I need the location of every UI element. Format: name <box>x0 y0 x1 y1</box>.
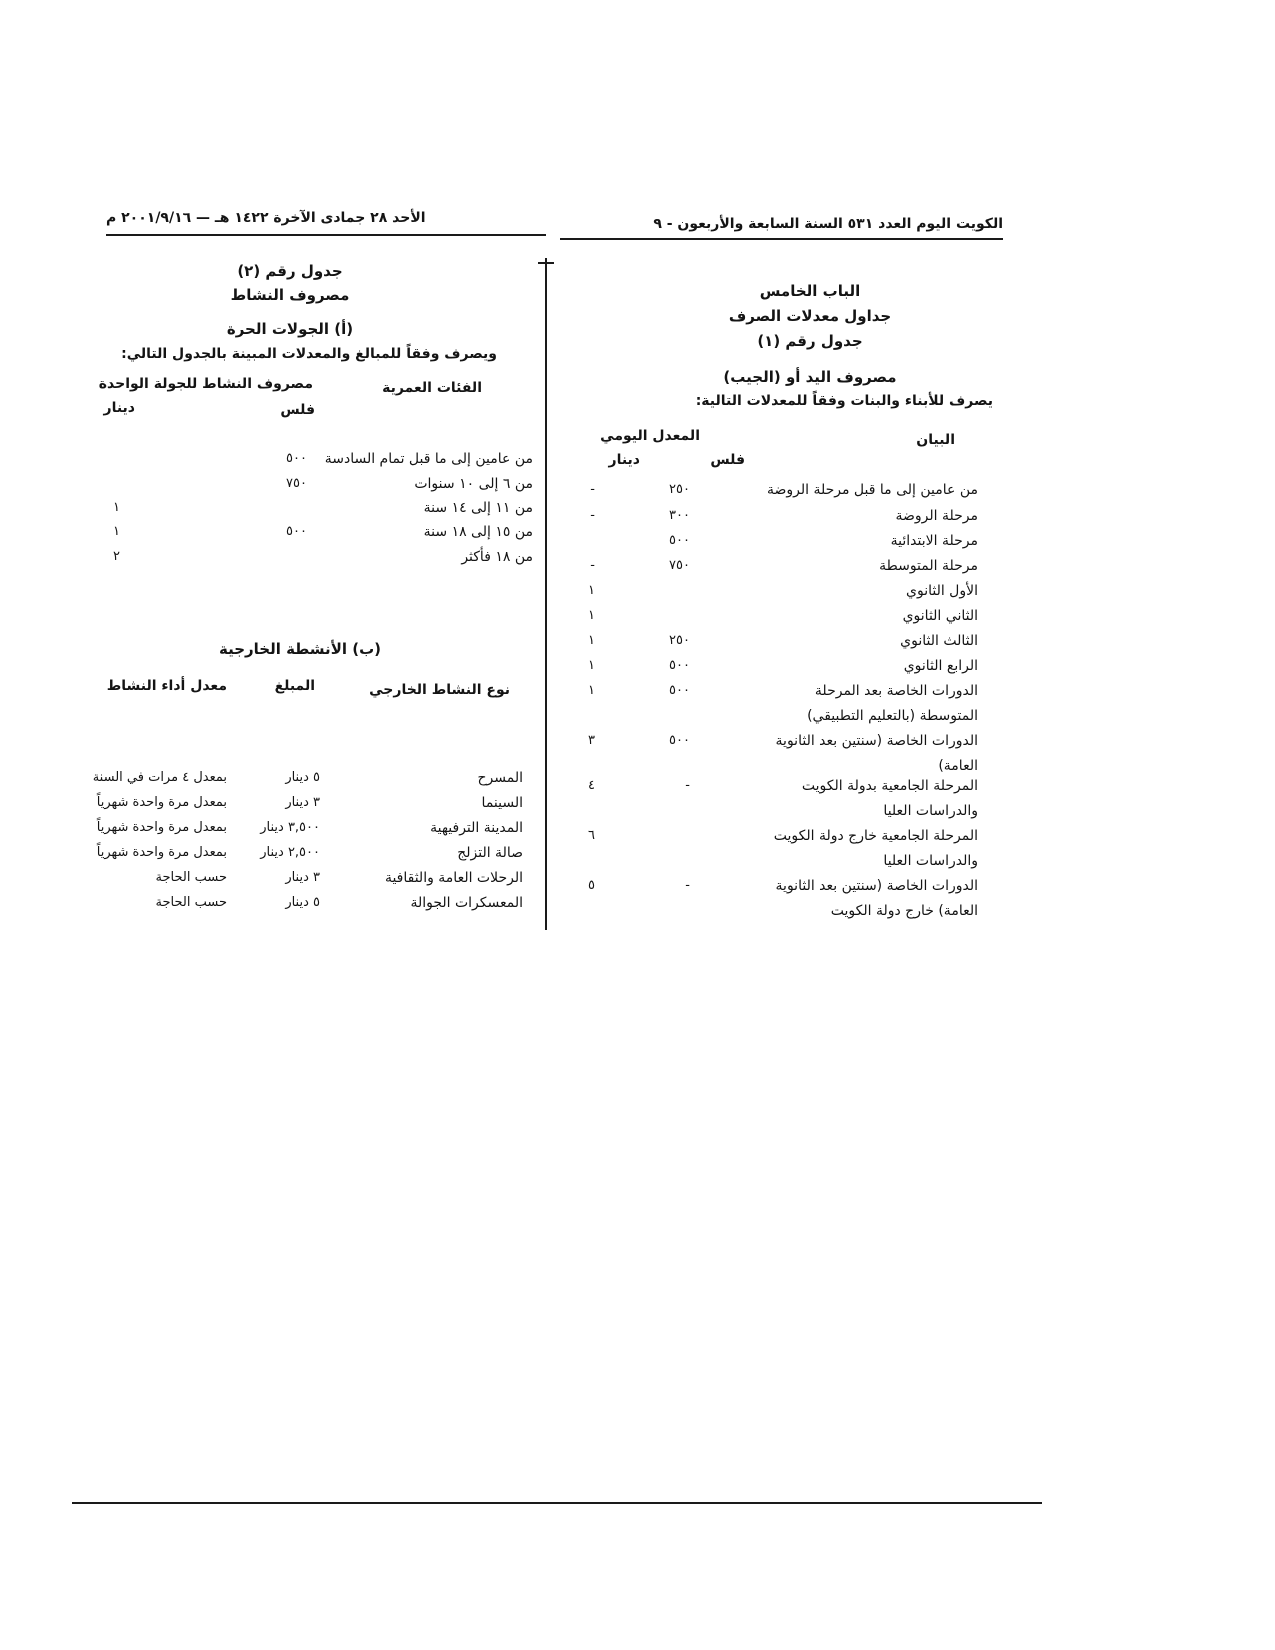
age-row-fils: ٥٠٠ <box>286 451 307 466</box>
table-row-item: العامة) خارج دولة الكويت <box>830 903 978 919</box>
table-row-item: مرحلة الابتدائية <box>890 533 978 549</box>
external-row-rate: حسب الحاجة <box>155 895 227 910</box>
table-2-title: مصروف النشاط <box>230 286 350 304</box>
col-header-age-group: الفئات العمرية <box>382 380 482 396</box>
external-row-rate: بمعدل ٤ مرات في السنة <box>92 770 227 785</box>
table-row-fils: ٥٠٠ <box>669 533 690 548</box>
age-row-fils: ٥٠٠ <box>286 524 307 539</box>
table-row-item: المرحلة الجامعية بدولة الكويت <box>801 778 978 794</box>
table-row-dinar: ٥ <box>588 878 595 893</box>
external-row-rate: حسب الحاجة <box>155 870 227 885</box>
header-left: الأحد ٢٨ جمادى الآخرة ١٤٢٢ هـ — ٢٠٠١/٩/١٦ م <box>106 210 426 226</box>
table-row-fils: - <box>685 778 690 793</box>
table-1-number: جدول رقم (١) <box>757 332 863 350</box>
age-row-dinar: ١ <box>113 524 120 539</box>
header-rule-left <box>106 234 546 236</box>
table-row-item: والدراسات العليا <box>883 853 978 869</box>
external-row-amount: ٣ دينار <box>285 795 320 810</box>
external-row-rate: بمعدل مرة واحدة شهرياً <box>96 845 227 860</box>
col-header-item: البيان <box>916 432 955 448</box>
table-row-fils: - <box>685 878 690 893</box>
col-header-dinar-2: دينار <box>103 400 135 416</box>
section-b-heading: (ب) الأنشطة الخارجية <box>218 640 382 658</box>
table-2-number: جدول رقم (٢) <box>237 262 343 280</box>
external-row-amount: ٣ دينار <box>285 870 320 885</box>
header-rule-right <box>560 238 1003 240</box>
age-row-dinar: ٢ <box>113 549 120 564</box>
table-1-subtitle: مصروف اليد أو (الجيب) <box>723 368 897 386</box>
table-row-fils: ٥٠٠ <box>669 733 690 748</box>
age-row-label: من عامين إلى ما قبل تمام السادسة <box>324 451 533 467</box>
table-row-item: المرحلة الجامعية خارج دولة الكويت <box>773 828 978 844</box>
table-row-item: الثالث الثانوي <box>900 633 978 649</box>
table-row-fils: ٧٥٠ <box>669 558 690 573</box>
col-header-rate: معدل أداء النشاط <box>106 678 227 694</box>
table-row-dinar: ٣ <box>588 733 595 748</box>
col-header-daily-rate: المعدل اليومي <box>600 428 700 444</box>
external-row-amount: ٢,٥٠٠ دينار <box>260 845 320 860</box>
column-divider-cross <box>538 262 554 264</box>
table-row-fils: ٣٠٠ <box>669 508 690 523</box>
table-row-item: الدورات الخاصة بعد المرحلة <box>814 683 978 699</box>
external-row-rate: بمعدل مرة واحدة شهرياً <box>96 820 227 835</box>
chapter-heading: الباب الخامس <box>759 282 861 300</box>
table-row-item: الأول الثانوي <box>906 583 978 599</box>
table-row-dinar: ١ <box>588 608 595 623</box>
table-row-fils: ٥٠٠ <box>669 683 690 698</box>
section-a-heading: (أ) الجولات الحرة <box>226 320 354 338</box>
table-row-fils: ٥٠٠ <box>669 658 690 673</box>
external-row-amount: ٥ دينار <box>285 770 320 785</box>
table-row-item: المتوسطة (بالتعليم التطبيقي) <box>807 708 978 724</box>
table-row-dinar: - <box>590 558 595 573</box>
external-row-amount: ٣,٥٠٠ دينار <box>260 820 320 835</box>
age-row-label: من ٦ إلى ١٠ سنوات <box>414 476 533 492</box>
table-row-item: مرحلة الروضة <box>895 508 978 524</box>
col-header-dinar: دينار <box>608 452 640 468</box>
table-row-item: والدراسات العليا <box>883 803 978 819</box>
external-row-rate: بمعدل مرة واحدة شهرياً <box>96 795 227 810</box>
footer-rule <box>72 1502 1042 1504</box>
table-row-item: الدورات الخاصة (سنتين بعد الثانوية <box>775 733 978 749</box>
table-row-dinar: ١ <box>588 683 595 698</box>
table-row-dinar: ١ <box>588 583 595 598</box>
column-divider <box>545 258 547 930</box>
table-row-dinar: ٤ <box>588 778 595 793</box>
table-row-item: العامة) <box>938 758 978 774</box>
table-row-fils: ٢٥٠ <box>669 633 690 648</box>
table-row-fils: ٢٥٠ <box>669 482 690 497</box>
table-row-dinar: - <box>590 508 595 523</box>
header-right: الكويت اليوم العدد ٥٣١ السنة السابعة والأربعون - ٩ <box>653 216 1003 232</box>
external-row-type: المسرح <box>477 770 523 786</box>
table-row-item: الدورات الخاصة (سنتين بعد الثانوية <box>775 878 978 894</box>
external-row-type: المعسكرات الجوالة <box>410 895 523 911</box>
col-header-activity-expense: مصروف النشاط للجولة الواحدة <box>98 376 313 392</box>
external-row-amount: ٥ دينار <box>285 895 320 910</box>
col-header-amount: المبلغ <box>274 678 315 694</box>
col-header-activity-type: نوع النشاط الخارجي <box>369 682 510 698</box>
table-1-intro: يصرف للأبناء والبنات وفقاً للمعدلات التالية: <box>695 393 993 409</box>
table-row-item: الثاني الثانوي <box>902 608 978 624</box>
col-header-fils: فلس <box>710 452 745 468</box>
table-row-dinar: ١ <box>588 633 595 648</box>
col-header-fils-2: فلس <box>280 402 315 418</box>
age-row-fils: ٧٥٠ <box>286 476 307 491</box>
external-row-type: الرحلات العامة والثقافية <box>384 870 523 886</box>
section-title: جداول معدلات الصرف <box>728 307 892 325</box>
table-row-dinar: ٦ <box>588 828 595 843</box>
age-row-label: من ١١ إلى ١٤ سنة <box>423 500 533 516</box>
age-row-dinar: ١ <box>113 500 120 515</box>
age-row-label: من ١٨ فأكثر <box>461 549 533 565</box>
external-row-type: المدينة الترفيهية <box>430 820 523 836</box>
table-row-item: من عامين إلى ما قبل مرحلة الروضة <box>766 482 978 498</box>
table-row-dinar: - <box>590 482 595 497</box>
external-row-type: السينما <box>481 795 523 811</box>
table-row-item: الرابع الثانوي <box>903 658 978 674</box>
table-row-dinar: ١ <box>588 658 595 673</box>
table-row-item: مرحلة المتوسطة <box>879 558 978 574</box>
external-row-type: صالة التزلج <box>457 845 523 861</box>
age-row-label: من ١٥ إلى ١٨ سنة <box>423 524 533 540</box>
section-a-intro: ويصرف وفقاً للمبالغ والمعدلات المبينة بالجدول التالي: <box>121 346 497 362</box>
